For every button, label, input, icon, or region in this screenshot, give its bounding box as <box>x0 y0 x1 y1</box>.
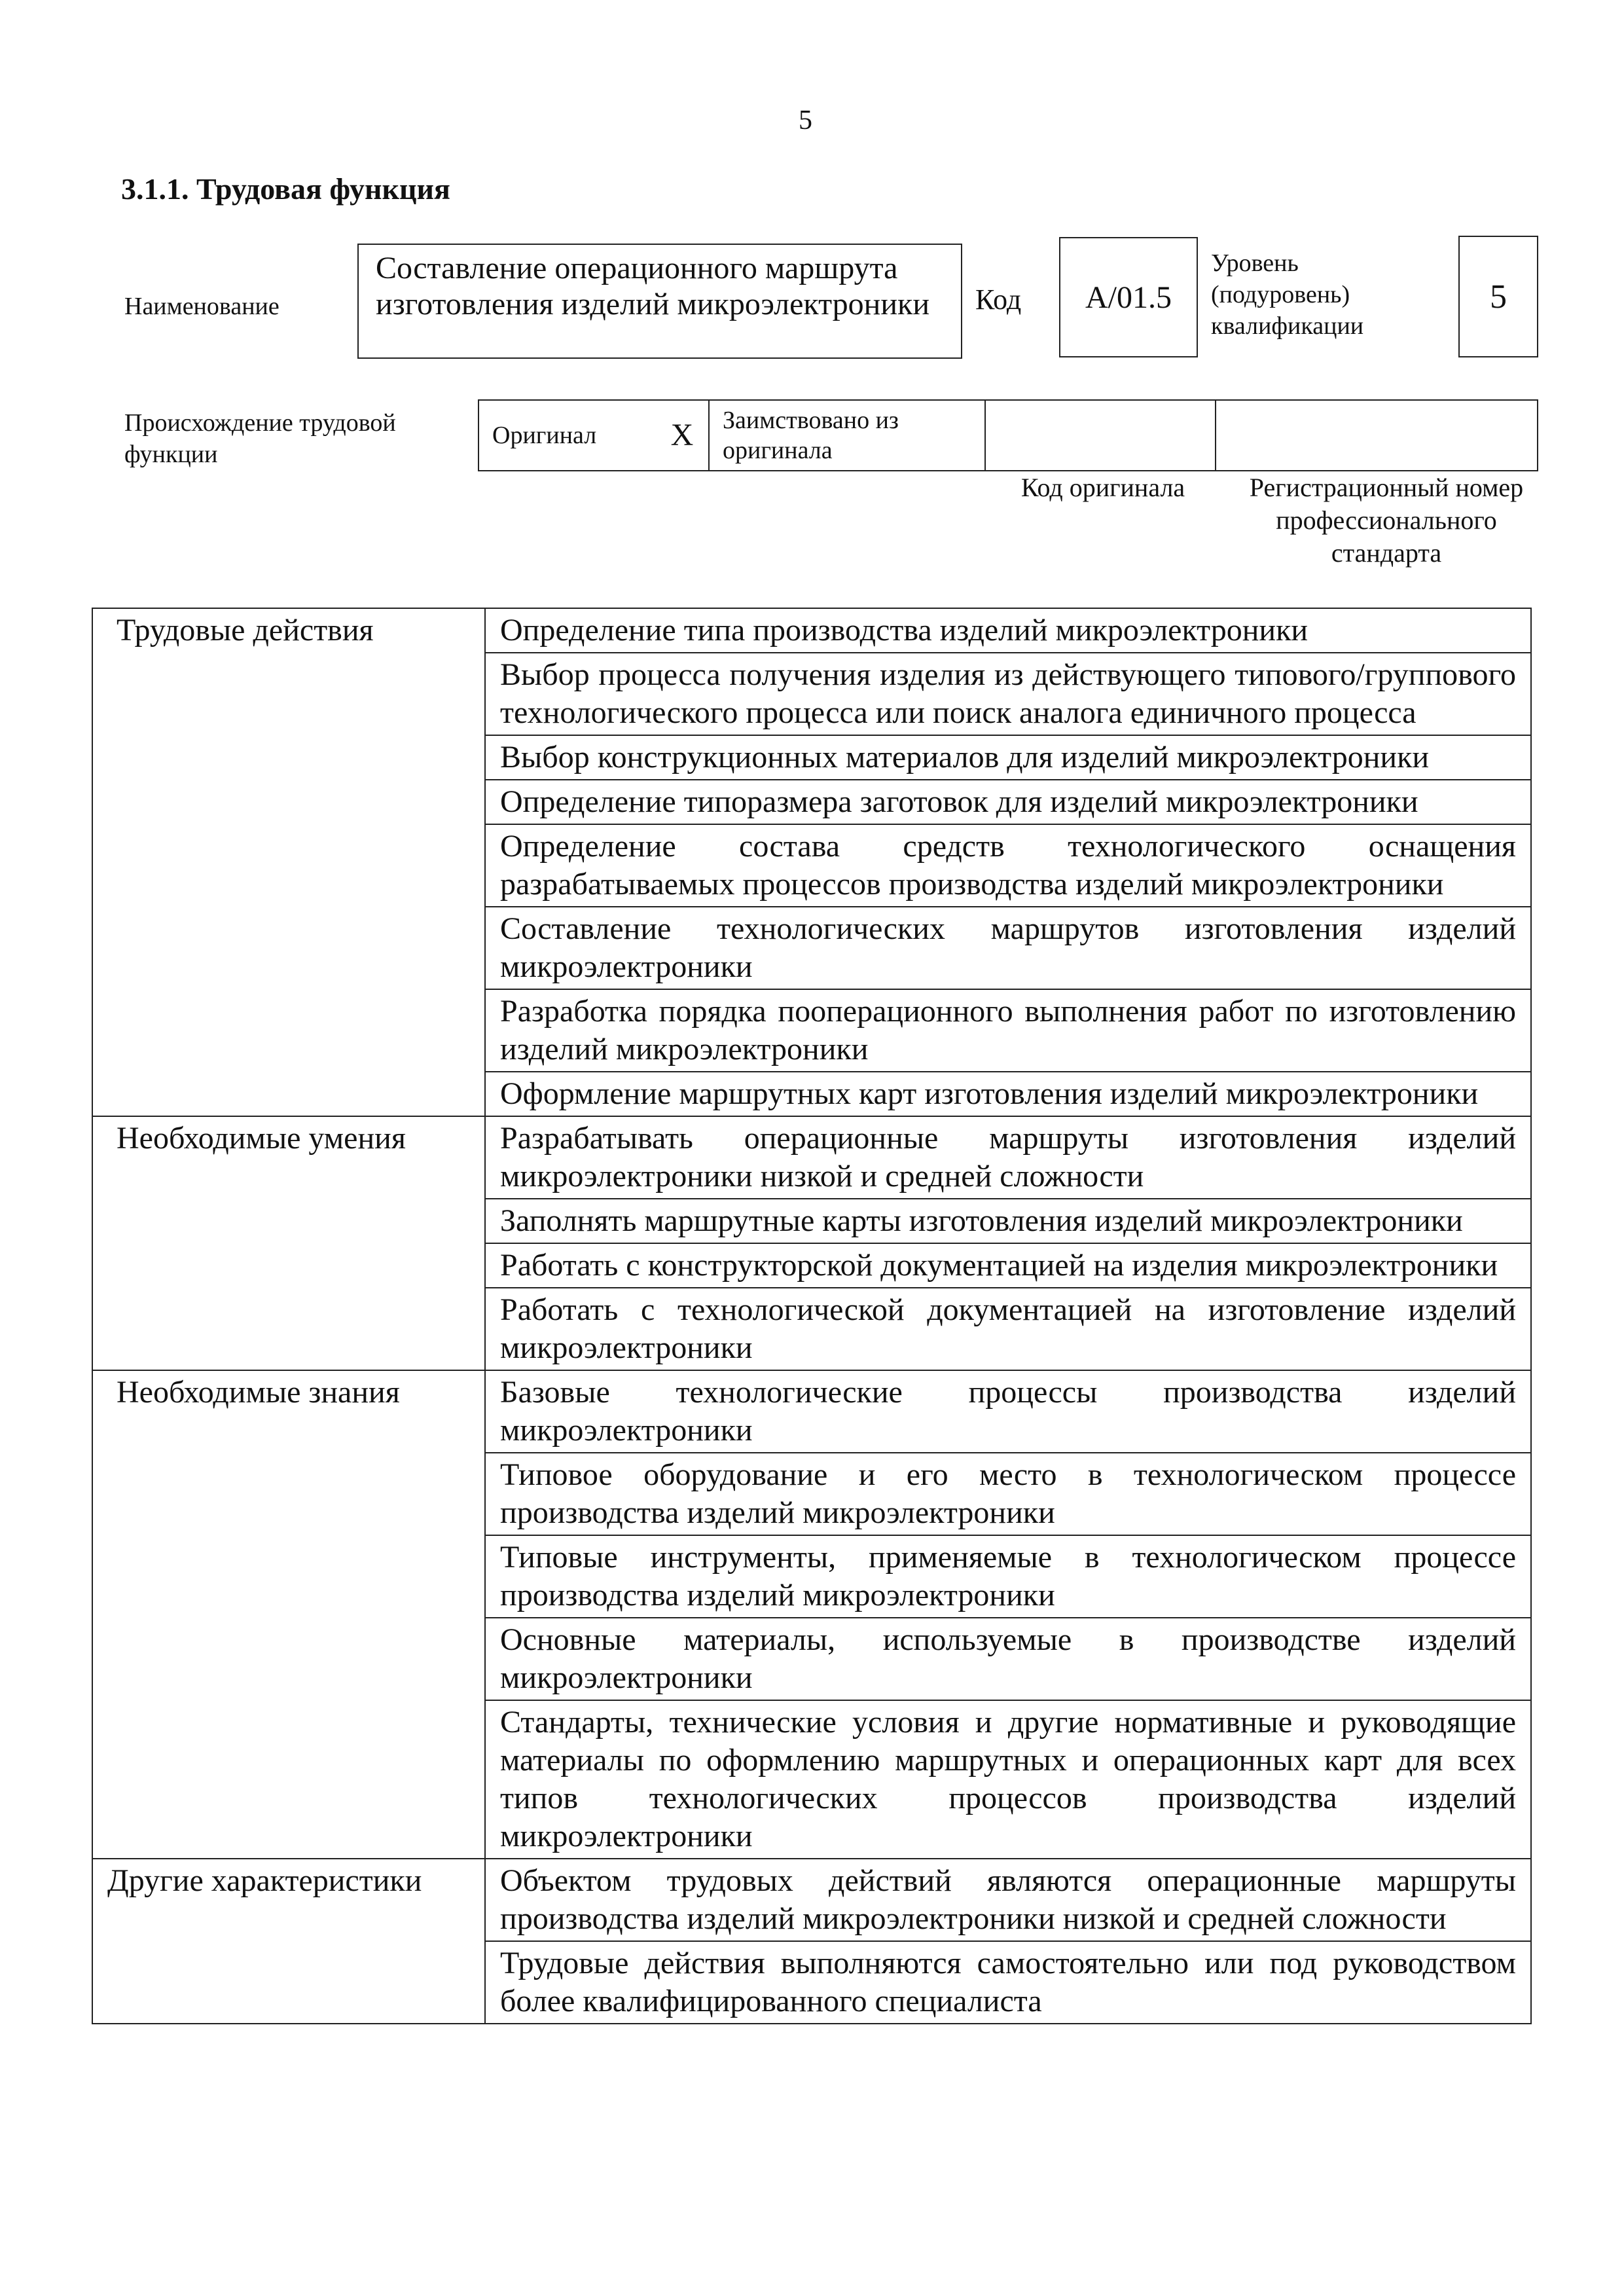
section-title: 3.1.1. Трудовая функция <box>121 172 450 206</box>
function-table <box>92 608 1532 2024</box>
table-row <box>92 1370 1531 1453</box>
table-cell: Типовые инструменты, применяемые в технологическом процессе производства изделий микроэлектроники <box>485 1535 1531 1618</box>
borrowed-label <box>709 400 985 471</box>
level-value-box <box>1458 236 1538 357</box>
table-cell: Разработка порядка пооперационного выполнения работ по изготовлению изделий микроэлектроники <box>485 989 1531 1072</box>
original-label: Оригинал <box>478 400 656 471</box>
code-label: Код <box>975 283 1022 316</box>
skills-title: Необходимые умения <box>92 1116 485 1370</box>
level-label-line-3: квалификации <box>1211 312 1364 340</box>
reg-number-caption <box>1216 471 1557 570</box>
original-mark: X <box>656 400 709 471</box>
table-cell: Определение состава средств технологического оснащения разрабатываемых процессов производства изделий микроэлектроники <box>485 824 1531 907</box>
reg-number-cell <box>1216 400 1538 471</box>
reg-caption-line-2: профессионального <box>1276 505 1497 535</box>
reg-caption-line-3: стандарта <box>1331 538 1442 568</box>
table-cell: Работать с конструкторской документацией на изделия микроэлектроники <box>485 1243 1531 1288</box>
borrowed-label-line-2: оригинала <box>723 437 833 464</box>
table-cell: Выбор конструкционных материалов для изделий микроэлектроники <box>485 735 1531 780</box>
table-cell: Разрабатывать операционные маршруты изготовления изделий микроэлектроники низкой и средней сложности <box>485 1116 1531 1199</box>
origin-label <box>124 407 396 470</box>
table-cell: Определение типа производства изделий микроэлектроники <box>485 608 1531 653</box>
table-row <box>92 608 1531 653</box>
code-value-box <box>1059 237 1198 357</box>
origin-label-line-2: функции <box>124 441 218 468</box>
table-row <box>92 1116 1531 1199</box>
level-label <box>1211 247 1363 342</box>
origin-label-line-1: Происхождение трудовой <box>124 409 396 437</box>
table-cell: Оформление маршрутных карт изготовления изделий микроэлектроники <box>485 1072 1531 1116</box>
level-label-line-1: Уровень <box>1211 249 1299 277</box>
table-cell: Основные материалы, используемые в производстве изделий микроэлектроники <box>485 1618 1531 1700</box>
level-label-line-2: (подуровень) <box>1211 281 1350 308</box>
page-number: 5 <box>799 105 812 136</box>
code-original-cell <box>985 400 1216 471</box>
level-value: 5 <box>1490 278 1507 316</box>
name-label: Наименование <box>124 293 280 320</box>
table-cell: Определение типоразмера заготовок для изделий микроэлектроники <box>485 780 1531 824</box>
table-cell: Типовое оборудование и его место в технологическом процессе производства изделий микроэлектроники <box>485 1453 1531 1535</box>
table-cell: Базовые технологические процессы производства изделий микроэлектроники <box>485 1370 1531 1453</box>
code-original-caption: Код оригинала <box>1020 473 1185 502</box>
table-row <box>92 1859 1531 1941</box>
labor-actions-title: Трудовые действия <box>92 608 485 1116</box>
table-cell: Составление технологических маршрутов изготовления изделий микроэлектроники <box>485 907 1531 989</box>
borrowed-label-line-1: Заимствовано из <box>723 407 899 434</box>
code-value: A/01.5 <box>1085 280 1172 315</box>
knowledge-title: Необходимые знания <box>92 1370 485 1859</box>
table-cell: Объектом трудовых действий являются операционные маршруты производства изделий микроэлектроники низкой и средней сложности <box>485 1859 1531 1941</box>
reg-caption-line-1: Регистрационный номер <box>1249 473 1524 502</box>
table-cell: Трудовые действия выполняются самостоятельно или под руководством более квалифицированного специалиста <box>485 1941 1531 2024</box>
origin-table <box>478 399 1538 471</box>
table-cell: Стандарты, технические условия и другие нормативные и руководящие материалы по оформлению маршрутных и операционных карт для всех типов технологических процессов производства изделий микроэлектроники <box>485 1700 1531 1859</box>
table-cell: Выбор процесса получения изделия из действующего типового/группового технологического процесса или поиск аналога единичного процесса <box>485 653 1531 735</box>
other-title: Другие характеристики <box>92 1859 485 2024</box>
table-cell: Заполнять маршрутные карты изготовления изделий микроэлектроники <box>485 1199 1531 1243</box>
name-value-box: Составление операционного маршрута изготовления изделий микроэлектроники <box>357 244 962 359</box>
table-cell: Работать с технологической документацией на изготовление изделий микроэлектроники <box>485 1288 1531 1370</box>
